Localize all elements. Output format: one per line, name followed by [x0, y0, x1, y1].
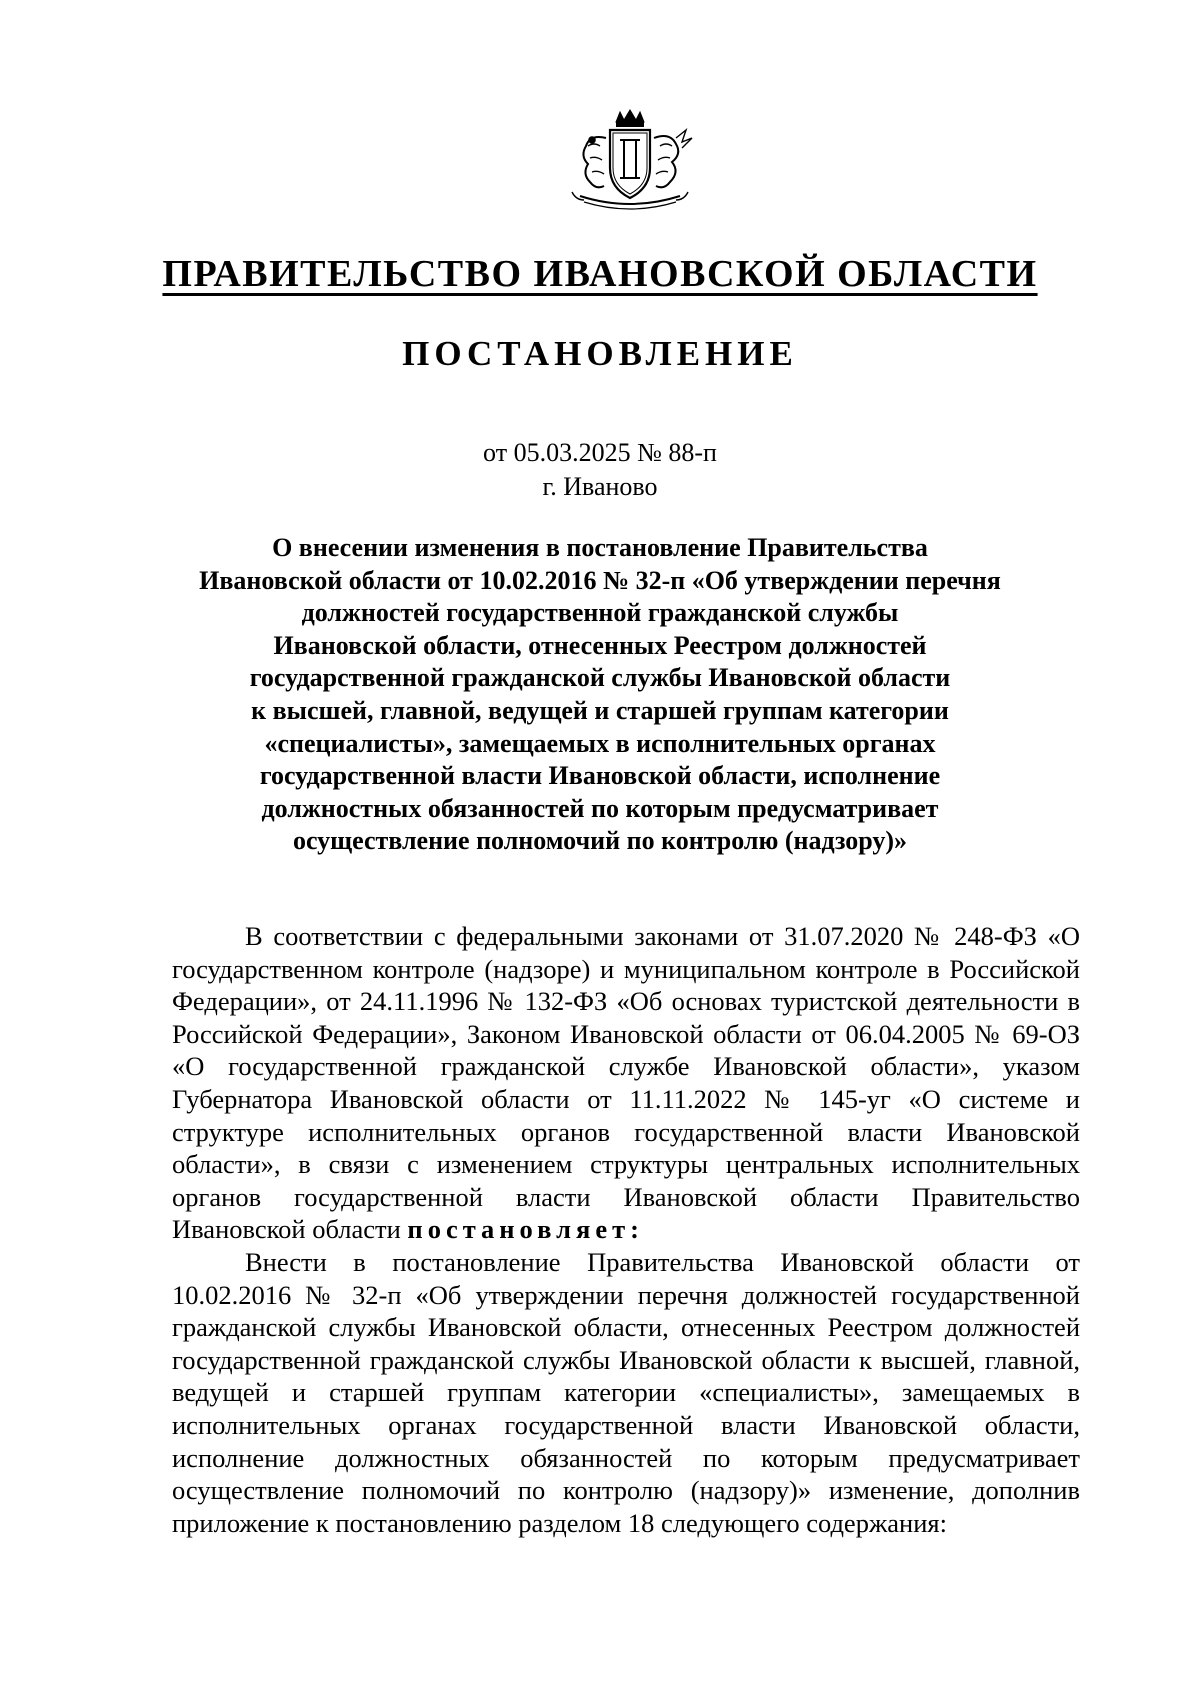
subject-line: должностных обязанностей по которым предусматривает [261, 793, 939, 823]
subject-line: Ивановской области от 10.02.2016 № 32-п «Об утверждении перечня [199, 565, 1001, 595]
organization-title [0, 252, 1200, 296]
subject-line: государственной гражданской службы Ивановской области [249, 663, 951, 693]
subject-line: государственной власти Ивановской области, исполнение [259, 761, 941, 791]
date-number: от 05.03.2025 № 88-п [483, 438, 717, 467]
subject-line: к высшей, главной, ведущей и старшей группам категории [251, 695, 949, 725]
subject-line: О внесении изменения в постановление Правительства [272, 533, 928, 562]
body-paragraph-amendment: Внести в постановление Правительства Ивановской области от 10.02.2016 № 32-п «Об утверждении перечня должностей государственной гражданской службы Ивановской области, отнесенных Реестром должностей государственной гражданской службы Ивановской области к высшей, главной, ведущей и старшей группам категории «специалисты», замещаемых в исполнительных органах государственной власти Ивановской области, исполнение должностных обязанностей по которым предусматривает осуществление полномочий по контролю (надзору)» изменение, дополнив приложение к постановлению разделом 18 следующего содержания: [172, 1246, 1080, 1538]
document-meta [0, 436, 1200, 504]
preamble-text: В соответствии с федеральными законами от 31.07.2020 № 248-ФЗ «О государственном контроле (надзоре) и муниципальном контроле в Российской Федерации», от 24.11.1996 № 132-ФЗ «Об основах туристской деятельности в Российской Федерации», Законом Ивановской области от 06.04.2005 № 69-ОЗ «О государственной гражданской службе Ивановской области», указом Губернатора Ивановской области от 11.11.2022 № 145-уг «О системе и структуре исполнительных органов государственной власти Ивановской области», в связи с изменением структуры центральных исполнительных органов государственной власти Ивановской области Правительство Ивановской области [172, 921, 1080, 1245]
organization-title-text: ПРАВИТЕЛЬСТВО ИВАНОВСКОЙ ОБЛАСТИ [162, 253, 1038, 295]
subject-line: должностей государственной гражданской службы [301, 598, 899, 628]
subject-line: осуществление полномочий по контролю (надзору)» [292, 826, 908, 856]
resolves-keyword: постановляет: [407, 1214, 644, 1245]
document-type-heading: ПОСТАНОВЛЕНИЕ [402, 334, 798, 373]
coat-of-arms-icon [560, 108, 700, 214]
document-body [172, 920, 1080, 1539]
subject-line: Ивановской области, отнесенных Реестром должностей [273, 630, 927, 660]
body-paragraph-preamble [172, 920, 1080, 1246]
subject-heading [150, 532, 1050, 858]
subject-line: «специалисты», замещаемых в исполнительных органах [264, 728, 936, 758]
city: г. Иваново [542, 472, 658, 501]
